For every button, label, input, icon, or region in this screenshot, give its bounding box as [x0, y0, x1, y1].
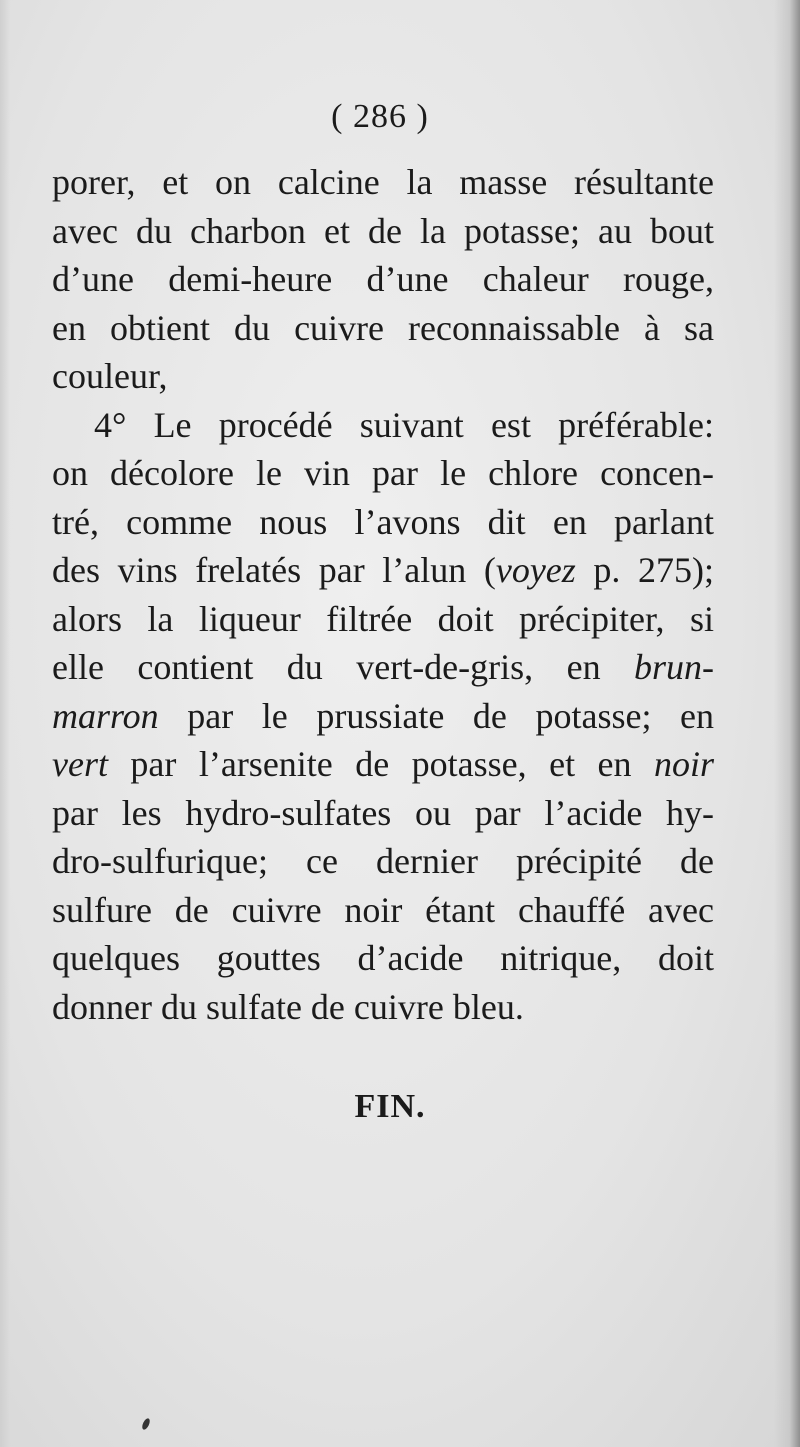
text-line: quelques gouttes d’acide nitrique, doit — [52, 938, 714, 978]
text-line: couleur, — [52, 356, 168, 396]
body-text — [52, 158, 714, 1031]
text-line — [52, 643, 714, 692]
ink-speck — [141, 1417, 152, 1430]
text-line: dro-sulfurique; ce dernier précipité de — [52, 841, 714, 881]
page-number-header: ( 286 ) — [331, 98, 429, 135]
text-run: par l’arsenite de potasse, et en — [107, 744, 654, 784]
text-run: des vins frelatés par l’alun ( — [52, 550, 496, 590]
text-line — [52, 692, 714, 741]
text-line: avec du charbon et de la potasse; au bout — [52, 210, 714, 251]
italic-run: noir — [653, 744, 714, 784]
text-line: donner du sulfate de cuivre bleu. — [52, 986, 524, 1027]
italic-run: voyez — [495, 550, 576, 590]
text-line: sulfure de cuivre noir étant chauffé avec — [52, 889, 714, 930]
text-line — [52, 546, 714, 595]
text-line: alors la liqueur filtrée doit précipiter, si — [52, 598, 714, 639]
text-line — [52, 740, 714, 789]
italic-run: brun- — [634, 647, 714, 687]
page-right-edge — [774, 0, 800, 1447]
text-line: 4° Le procédé suivant est préférable: — [94, 404, 714, 445]
end-marker: FIN. — [354, 1088, 426, 1125]
text-line: par les hydro-sulfates ou par l’acide hy- — [52, 792, 714, 833]
text-run: p. 275); — [575, 550, 714, 590]
text-line: d’une demi-heure d’une chaleur rouge, — [52, 259, 714, 299]
text-run: elle contient du vert-de-gris, en — [52, 647, 634, 687]
italic-run: marron — [52, 695, 159, 736]
text-line: tré, comme nous l’avons dit en parlant — [52, 501, 714, 542]
page-left-edge — [0, 0, 10, 1447]
text-line: on décolore le vin par le chlore concen- — [52, 453, 714, 493]
text-line: porer, et on calcine la masse résultante — [52, 162, 714, 202]
text-run: par le prussiate de potasse; en — [158, 695, 714, 736]
text-line: en obtient du cuivre reconnaissable à sa — [52, 307, 714, 348]
italic-run: vert — [52, 744, 108, 784]
